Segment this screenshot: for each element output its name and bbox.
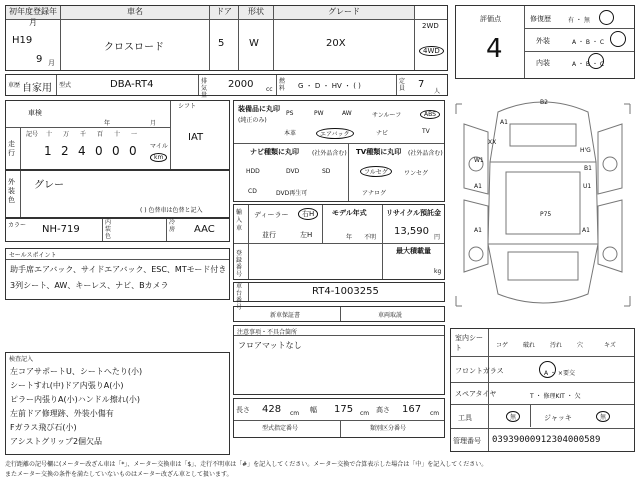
- recycle-unit: 円: [434, 234, 441, 241]
- load-label: 最大積載量: [396, 247, 431, 255]
- tv-subtitle: (社外品含む): [408, 150, 443, 157]
- mark-b2: B2: [540, 99, 548, 106]
- equipment-item: エアバック: [316, 128, 354, 139]
- mileage-digit: 4: [78, 144, 86, 158]
- shape-value: W: [249, 38, 259, 49]
- inspector-line: 左前ドア修理跡、外装小傷有: [10, 409, 114, 418]
- navi-item: SD: [322, 168, 331, 175]
- mileage-digit: 1: [44, 144, 52, 158]
- tool-value: 無: [506, 411, 520, 422]
- cap-label: 定員: [399, 78, 406, 92]
- seat-item: 破れ: [523, 342, 536, 349]
- equipment-item: AW: [342, 110, 352, 117]
- exterior-note: ( ) 色替車は色替と記入: [140, 207, 203, 214]
- exterior-value: グレー: [34, 180, 64, 191]
- name-value: クロスロード: [104, 42, 164, 53]
- navi-subtitle: (社外品含む): [312, 150, 347, 157]
- unit-km: km: [150, 153, 167, 162]
- docs-box: [233, 306, 445, 322]
- mileage-label: 走行: [8, 140, 15, 157]
- tool-label: 工具: [458, 414, 472, 422]
- sales-label: セールスポイント: [9, 252, 57, 259]
- navi-item: HDD: [246, 168, 260, 175]
- equipment-item: PW: [314, 110, 324, 117]
- reg-month-unit: 月: [48, 59, 55, 67]
- width-unit: cm: [360, 410, 370, 417]
- mark-p75: P75: [540, 211, 552, 218]
- equipment-item: サンルーフ: [372, 112, 402, 119]
- repair-options: 有 ・ 無: [568, 17, 590, 24]
- drive-4wd: 4WD: [419, 46, 444, 56]
- tv-title: TV種類に丸印: [356, 148, 402, 156]
- import-label: 輸入車: [236, 209, 243, 232]
- mark-a1-b: A1: [474, 183, 482, 190]
- reg-no-label: 登録番号: [236, 250, 243, 278]
- warranty-label: 新車保証書: [270, 312, 301, 319]
- ac-label: 冷房: [169, 219, 176, 233]
- height-unit: cm: [430, 410, 440, 417]
- length-value: 428: [262, 404, 282, 415]
- digits-label: 記号: [26, 131, 39, 138]
- import-hand-right: 右H: [298, 208, 318, 220]
- width-label: 幅: [310, 406, 317, 414]
- import-hand-left: 左H: [300, 231, 313, 239]
- seat-label: 室内シート: [455, 334, 483, 352]
- int-options: A ・ B ・ C: [572, 61, 605, 68]
- import-parallel: 並行: [262, 231, 276, 239]
- equipment-item: ABS: [420, 110, 440, 119]
- equipment-item: TV: [422, 128, 430, 135]
- equipment-title: 装備品に丸印: [238, 105, 280, 113]
- manual-label: 車両取説: [378, 312, 403, 319]
- mileage-digit: 0: [112, 144, 120, 158]
- usage-value: 自家用: [22, 83, 52, 94]
- import-dealer: ディーラー: [254, 211, 289, 219]
- year-unit: 年: [104, 120, 111, 127]
- model-year-year: 年: [346, 234, 353, 241]
- inspect-label: 車検: [28, 109, 42, 117]
- digit-header: 十: [46, 131, 53, 138]
- usage-label: 車歴: [8, 82, 21, 89]
- seat-item: コゲ: [496, 342, 509, 349]
- tv-item: ワンセグ: [404, 170, 429, 177]
- mark-a1-d: A1: [582, 227, 590, 234]
- length-unit: cm: [290, 410, 300, 417]
- model-year-label: モデル年式: [332, 209, 367, 217]
- sales-line-1: 助手席エアバック、サイドエアバック、ESC、MTモード付き: [10, 265, 227, 274]
- score-value: 4: [486, 34, 503, 64]
- jack-label: ジャッキ: [544, 414, 572, 422]
- seat-item: 穴: [577, 342, 584, 349]
- inspector-line: シートすれ(中)ドア内張りA(小): [10, 381, 124, 390]
- mileage-digit: 2: [61, 144, 69, 158]
- recycle-value: 13,590: [394, 226, 429, 237]
- month-unit: 月: [150, 120, 157, 127]
- drive-2wd: 2WD: [422, 22, 439, 30]
- navi-title: ナビ種類に丸印: [250, 148, 299, 156]
- repair-label: 修復歴: [530, 15, 551, 23]
- mark-w1: W1: [474, 157, 484, 164]
- reg-month: 9: [36, 54, 43, 65]
- mgmt-value: 03939000912304000589: [492, 435, 601, 445]
- chassis-label: 車台番号: [236, 283, 243, 311]
- digit-header: 一: [131, 131, 138, 138]
- unit-mile: マイル: [150, 143, 168, 150]
- seat-item: 汚れ: [550, 342, 563, 349]
- mark-a1-c: A1: [474, 227, 482, 234]
- code-label: カラー: [8, 222, 27, 229]
- spare-options: T ・ 修理KIT ・ 欠: [530, 393, 581, 400]
- mileage-digit: 0: [129, 144, 137, 158]
- navi-item: DVD: [286, 168, 300, 175]
- mark-hg: H'G: [580, 147, 591, 154]
- ext-options: A ・ B ・ C: [572, 39, 605, 46]
- mgmt-label: 管理番号: [453, 437, 481, 445]
- chassis-value: RT4-1003255: [312, 286, 379, 297]
- mark-a1-a: A1: [500, 119, 508, 126]
- width-value: 175: [334, 404, 354, 415]
- equipment-item: PS: [286, 110, 294, 117]
- name-label: 車名: [61, 6, 209, 19]
- height-value: 167: [402, 404, 422, 415]
- equipment-item: ナビ: [376, 130, 389, 137]
- seat-item: キズ: [604, 342, 616, 349]
- jack-value: 無: [596, 411, 610, 422]
- door-label: ドア: [210, 6, 238, 19]
- mark-b1: B1: [584, 165, 592, 172]
- equipment-subtitle: (純正のみ): [238, 117, 267, 124]
- notes-label: 注意事項・不具合箇所: [237, 329, 298, 336]
- digit-header: 百: [97, 131, 104, 138]
- reg-era: H19: [12, 35, 33, 46]
- door-value: 5: [218, 38, 225, 49]
- digit-header: 万: [63, 131, 70, 138]
- shape-label: 形状: [239, 6, 273, 19]
- front-glass-options: A ・ ×要交: [544, 370, 575, 377]
- type-spec-label: 型式指定番号: [262, 425, 299, 432]
- ext-label: 外装: [536, 37, 550, 45]
- mark-xx: XX: [488, 139, 497, 146]
- spare-label: スペアタイヤ: [455, 390, 497, 398]
- class-label: 類別区分番号: [370, 425, 407, 432]
- front-glass-label: フロントガラス: [455, 367, 504, 375]
- inspector-line: アシストグリップ2個欠品: [10, 437, 103, 446]
- length-label: 長さ: [236, 406, 250, 414]
- inspector-line: ピラー内張りA(小)ハンドル擦れ(小): [10, 395, 140, 404]
- recycle-label: リサイクル預託金: [386, 209, 442, 217]
- height-label: 高さ: [376, 406, 390, 414]
- disp-unit: cc: [266, 86, 273, 93]
- notes-value: フロアマットなし: [238, 341, 302, 350]
- grade-label: グレード: [274, 6, 414, 19]
- load-unit: kg: [434, 268, 442, 275]
- shift-label: シフト: [178, 103, 197, 110]
- tv-item: フルセグ: [360, 166, 392, 177]
- int-label: 内装: [536, 59, 550, 67]
- fuel-label: 燃料: [279, 78, 286, 92]
- digit-header: 千: [80, 131, 87, 138]
- type-value: DBA-RT4: [110, 79, 154, 90]
- reg-label: 初年度登録年月: [6, 6, 60, 19]
- type-label: 型式: [59, 82, 72, 89]
- tv-item: アナログ: [362, 190, 387, 197]
- car-diagram: [448, 84, 638, 322]
- disp-value: 2000: [228, 79, 254, 90]
- code-value: NH-719: [42, 224, 80, 235]
- cap-value: 7: [418, 79, 425, 90]
- sales-line-2: 3列シート、AW、キーレス、ナビ、Bカメラ: [10, 281, 169, 290]
- navi-item: CD: [248, 188, 257, 195]
- inspector-label: 検査記入: [9, 356, 34, 363]
- disp-label: 排気量: [201, 78, 208, 99]
- grade-value: 20X: [326, 38, 346, 49]
- fuel-value: G ・ D ・ HV ・ ( ): [298, 82, 361, 90]
- mileage-digit: 0: [95, 144, 103, 158]
- interior-color-label: 内装色: [105, 219, 112, 240]
- inspector-line: Fガラス飛び石(小): [10, 423, 77, 432]
- model-year-unknown: 不明: [364, 234, 377, 241]
- cap-unit: 人: [434, 88, 441, 95]
- row2-box: [5, 74, 448, 96]
- inspector-line: 左コアサポートU、シートへたり(小): [10, 367, 143, 376]
- equipment-item: 本革: [284, 130, 297, 137]
- mark-u1: U1: [583, 183, 592, 190]
- score-label: 評価点: [480, 15, 501, 23]
- exterior-label: 外装色: [8, 178, 15, 204]
- footer-line-1: 走行距離の記号欄に(メーター改ざん車は「*」、メーター交換車は「$」、走行不明車は「#」を記入してください。メーター交換で合算表示した場合は「中」を記入してください。: [5, 461, 488, 468]
- digit-header: 十: [114, 131, 121, 138]
- ac-value: AAC: [194, 224, 215, 235]
- navi-item: DVD再生可: [276, 190, 308, 197]
- footer-line-2: またメーター交換の条件を満たしていないものはメーター改ざん車として扱います。: [5, 471, 233, 478]
- shift-value: IAT: [188, 132, 204, 143]
